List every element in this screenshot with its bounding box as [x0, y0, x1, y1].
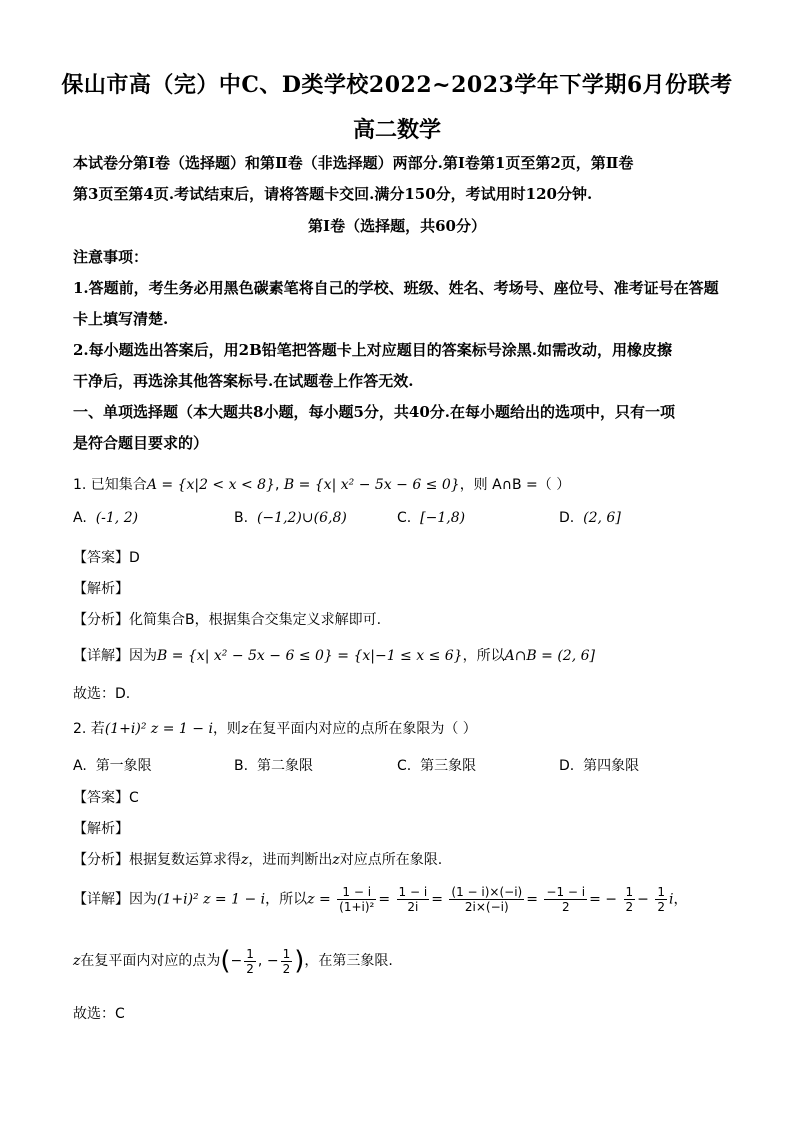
q1-option-d: [559, 510, 621, 526]
note-2-line-2: 干净后，再选涂其他答案标号.在试题卷上作答无效.: [73, 372, 414, 390]
q1-option-d-value: (2, 6]: [583, 510, 621, 526]
q2-option-a: [73, 755, 152, 775]
q2-point-y-den: 2: [282, 961, 291, 976]
q2-option-b-label: B.: [234, 758, 249, 774]
notes-heading: 注意事项：: [73, 248, 149, 266]
q2-option-d-value: 第四象限: [583, 758, 640, 774]
q2-point-y-num: 1: [282, 946, 291, 961]
q2-detail-mid: ，所以: [265, 891, 308, 908]
q2-option-c: [397, 755, 476, 775]
q2-analysis-tag: 【解析】: [73, 821, 129, 837]
q2-frac-3-num: (1 − i)×(−i): [451, 885, 523, 899]
q2-choose: 故选：C: [73, 1006, 125, 1022]
q2-point-text: 在复平面内对应的点为: [80, 953, 221, 969]
q2-answer-tag: 【答案】: [73, 790, 129, 806]
q1-option-a: [73, 510, 138, 526]
q1-answer-tag: 【答案】: [73, 550, 129, 566]
q1-option-c-label: C.: [397, 510, 412, 526]
q1-choose: 故选：D.: [73, 686, 131, 702]
q2-option-d-label: D.: [559, 758, 575, 774]
q1-detail: [73, 645, 595, 665]
q1-suffix: ，则 A∩B =（ ）: [459, 477, 571, 493]
q1-detail-tag: 【详解】: [73, 648, 129, 664]
question-2-stem: [73, 718, 477, 738]
q2-frac-5-num: 1: [625, 885, 634, 899]
q2-fenxi-z2: z: [332, 852, 340, 868]
q2-frac-3: [449, 885, 524, 914]
q2-frac-1-den: (1+i)²: [339, 900, 375, 914]
q2-fenxi: [73, 849, 442, 869]
q2-frac-6-den: 2: [657, 900, 665, 914]
q2-frac-2: [397, 885, 430, 914]
q2-fenxi-a: 根据复数运算求得: [129, 852, 241, 868]
q2-frac-2-den: 2i: [407, 900, 419, 914]
q2-option-a-label: A.: [73, 758, 87, 774]
exam-title: 保山市高（完）中C、D类学校2022~2023学年下学期6月份联考: [61, 72, 733, 98]
note-1-line-1: 1.答题前，考生务必用黑色碳素笔将自己的学校、班级、姓名、考场号、座位号、准考证号在答题: [73, 279, 719, 297]
q2-point-line: z在复平面内对应的点为(− $\frac{1}{2}$ , − $\frac{1}{2}$ )，在第三象限.: [73, 946, 393, 976]
q2-option-c-label: C.: [397, 758, 412, 774]
q1-detail-prefix: 因为: [129, 648, 157, 664]
question-1-stem: 1. 已知集合A = {x|2 < x < 8}, B = {x| x² − 5x − 6 ≤ 0}，则 A∩B =（ ）: [73, 477, 571, 493]
q1-detail-mid: ，所以: [462, 648, 505, 664]
q2-fenxi-b: ，进而判断出: [248, 852, 333, 868]
q2-detail-z: z: [307, 891, 315, 908]
exam-subject: 高二数学: [352, 117, 441, 143]
q1-answer-value: D: [129, 550, 140, 566]
q2-point-z: z: [73, 953, 81, 969]
q2-detail: 【详解】因为(1+i)² z = 1 − i，所以z = $\frac{1 - i}{\text{(1+i)²}}$ = $\frac{1 - i}{2i}$ = $\frac{(1 - i)\times(-i)}{2i\times(-i)}$ = $\frac{-1 - i}{2}$ = − $\frac{1}{2}$ − $\frac{1}{2}$ i，: [73, 885, 688, 914]
q2-stem-mid: ，则: [212, 721, 241, 737]
q2-option-a-value: 第一象限: [95, 758, 152, 774]
q1-option-b-value: (−1,2)∪(6,8): [256, 510, 347, 526]
q2-fenxi-tag: 【分析】: [73, 852, 129, 868]
q2-fenxi-c: 对应点所在象限.: [339, 852, 443, 868]
q1-set-a: A = {x|2 < x < 8}: [146, 477, 275, 493]
q1-option-a-label: A.: [73, 510, 87, 526]
q2-answer: [73, 787, 139, 807]
q2-point-x-num: 1: [246, 946, 254, 961]
q2-option-b-value: 第二象限: [256, 758, 313, 774]
q1-fenxi: [73, 609, 381, 629]
note-1-line-2: 卡上填写清楚.: [73, 310, 169, 328]
part-1-line-1: 一、单项选择题（本大题共8小题，每小题5分，共40分.在每小题给出的选项中，只有一项: [73, 403, 675, 421]
q2-detail-given: (1+i)² z = 1 − i: [157, 891, 266, 908]
q2-point-x-den: 2: [246, 961, 254, 976]
q1-analysis-tag: 【解析】: [73, 581, 129, 597]
q2-fenxi-z1: z: [241, 852, 249, 868]
q2-detail-prefix: 因为: [129, 891, 157, 908]
q2-frac-4-num: −1 − i: [546, 885, 586, 899]
q2-point-suffix: ，在第三象限.: [304, 953, 393, 969]
q2-option-b: [234, 755, 313, 775]
part-1-line-2: 是符合题目要求的）: [73, 434, 209, 452]
q1-detail-math: B = {x| x² − 5x − 6 ≤ 0} = {x|−1 ≤ x ≤ 6}: [157, 648, 463, 664]
note-2-line-1: 2.每小题选出答案后，用2B铅笔把答题卡上对应题目的答案标号涂黑.如需改动，用橡皮擦: [73, 341, 673, 359]
q1-option-c: [397, 510, 465, 526]
q1-option-b: [234, 510, 347, 526]
q1-fenxi-text: 化简集合B，根据集合交集定义求解即可.: [129, 612, 382, 628]
q2-detail-tag: 【详解】: [73, 891, 129, 908]
q2-stem-suffix: 在复平面内对应的点所在象限为（ ）: [248, 721, 477, 737]
q2-option-d: [559, 755, 639, 775]
q2-frac-4: [544, 885, 587, 914]
q2-option-c-value: 第三象限: [420, 758, 477, 774]
q1-option-b-label: B.: [234, 510, 249, 526]
q1-option-d-label: D.: [559, 510, 575, 526]
q1-prefix: 1. 已知集合: [73, 477, 147, 493]
q2-point-y: [281, 947, 293, 976]
q1-option-c-value: [−1,8): [420, 510, 466, 526]
q2-frac-1: [337, 885, 376, 914]
intro-line-1: 本试卷分第Ⅰ卷（选择题）和第Ⅱ卷（非选择题）两部分.第Ⅰ卷第1页至第2页，第Ⅱ卷: [73, 154, 634, 172]
q1-answer: [73, 547, 140, 567]
q2-frac-4-den: 2: [561, 900, 570, 914]
q1-detail-result: A∩B = (2, 6]: [504, 648, 595, 664]
q2-frac-3-den: 2i×(−i): [464, 900, 509, 914]
q2-stem-z: z: [240, 721, 249, 737]
q2-frac-5-den: 2: [625, 900, 634, 914]
q1-option-a-value: (-1, 2): [95, 510, 139, 526]
q2-point-x: [244, 947, 256, 976]
q2-frac-6: [655, 885, 667, 914]
q2-frac-2-num: 1 − i: [398, 885, 428, 899]
q2-answer-value: C: [129, 790, 139, 806]
q1-set-b: B = {x| x² − 5x − 6 ≤ 0}: [283, 477, 460, 493]
q2-frac-1-num: 1 − i: [337, 885, 376, 900]
q1-fenxi-tag: 【分析】: [73, 612, 129, 628]
q2-frac-5: [624, 885, 636, 914]
section-heading: 第Ⅰ卷（选择题，共60分）: [308, 217, 486, 235]
q2-stem-math: (1+i)² z = 1 − i: [104, 721, 213, 737]
q2-frac-6-num: 1: [657, 885, 665, 899]
intro-line-2: 第3页至第4页.考试结束后，请将答题卡交回.满分150分，考试用时120分钟.: [73, 185, 593, 203]
q2-prefix: 2. 若: [73, 721, 105, 737]
